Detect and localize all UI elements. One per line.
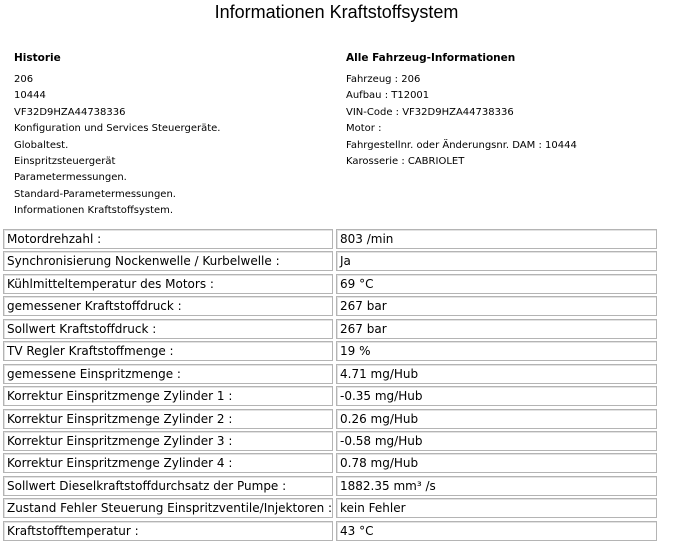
parameter-value: 19 % (336, 341, 657, 361)
parameter-value: 267 bar (336, 296, 657, 316)
vehicle-info-panel (346, 52, 577, 170)
parameter-value: -0.58 mg/Hub (336, 431, 657, 451)
historie-panel (14, 52, 220, 220)
page-title: Informationen Kraftstoffsystem (214, 2, 459, 22)
parameter-label: gemessene Einspritzmenge : (3, 364, 333, 384)
parameter-value: Ja (336, 251, 657, 271)
parameter-label: Zustand Fehler Steuerung Einspritzventile/Injektoren : (3, 498, 333, 518)
historie-item: VF32D9HZA44738336 (14, 106, 126, 118)
historie-item: Konfiguration und Services Steuergeräte. (14, 123, 221, 135)
vehicle-info-item: Karosserie : CABRIOLET (346, 155, 465, 167)
historie-item: Informationen Kraftstoffsystem. (14, 205, 174, 217)
historie-heading: Historie (14, 52, 61, 64)
historie-item: Globaltest. (14, 139, 69, 151)
parameter-label: Korrektur Einspritzmenge Zylinder 4 : (3, 453, 333, 473)
parameter-label: Motordrehzahl : (3, 229, 333, 249)
parameter-value: 0.78 mg/Hub (336, 453, 657, 473)
parameter-label: Synchronisierung Nockenwelle / Kurbelwelle : (3, 251, 333, 271)
vehicle-info-heading: Alle Fahrzeug-Informationen (346, 52, 516, 64)
parameter-value: 1882.35 mm³ /s (336, 476, 657, 496)
parameter-value: 267 bar (336, 319, 657, 339)
parameter-value: 803 /min (336, 229, 657, 249)
parameter-label: Korrektur Einspritzmenge Zylinder 1 : (3, 386, 333, 406)
historie-item: 10444 (14, 90, 46, 102)
parameter-value: 0.26 mg/Hub (336, 409, 657, 429)
parameter-label: Sollwert Dieselkraftstoffdurchsatz der Pumpe : (3, 476, 333, 496)
parameter-label: TV Regler Kraftstoffmenge : (3, 341, 333, 361)
parameter-label: Korrektur Einspritzmenge Zylinder 3 : (3, 431, 333, 451)
parameter-label: Kraftstofftemperatur : (3, 521, 333, 541)
parameter-value: -0.35 mg/Hub (336, 386, 657, 406)
parameter-label: Kühlmitteltemperatur des Motors : (3, 274, 333, 294)
parameter-value: kein Fehler (336, 498, 657, 518)
parameter-value: 69 °C (336, 274, 657, 294)
historie-item: 206 (14, 74, 34, 85)
vehicle-info-item: Fahrgestellnr. oder Änderungsnr. DAM : 10444 (346, 139, 577, 151)
parameter-label: Korrektur Einspritzmenge Zylinder 2 : (3, 409, 333, 429)
vehicle-info-item: Motor : (346, 123, 382, 135)
parameter-label: Sollwert Kraftstoffdruck : (3, 319, 333, 339)
historie-item: Standard-Parametermessungen. (14, 188, 176, 200)
parameter-value: 4.71 mg/Hub (336, 364, 657, 384)
historie-item: Parametermessungen. (14, 172, 127, 184)
parameter-label: gemessener Kraftstoffdruck : (3, 296, 333, 316)
vehicle-info-item: Aufbau : T12001 (346, 90, 430, 102)
vehicle-info-item: VIN-Code : VF32D9HZA44738336 (346, 106, 514, 118)
parameter-value: 43 °C (336, 521, 657, 541)
vehicle-info-item: Fahrzeug : 206 (346, 74, 421, 85)
historie-item: Einspritzsteuergerät (14, 155, 116, 167)
